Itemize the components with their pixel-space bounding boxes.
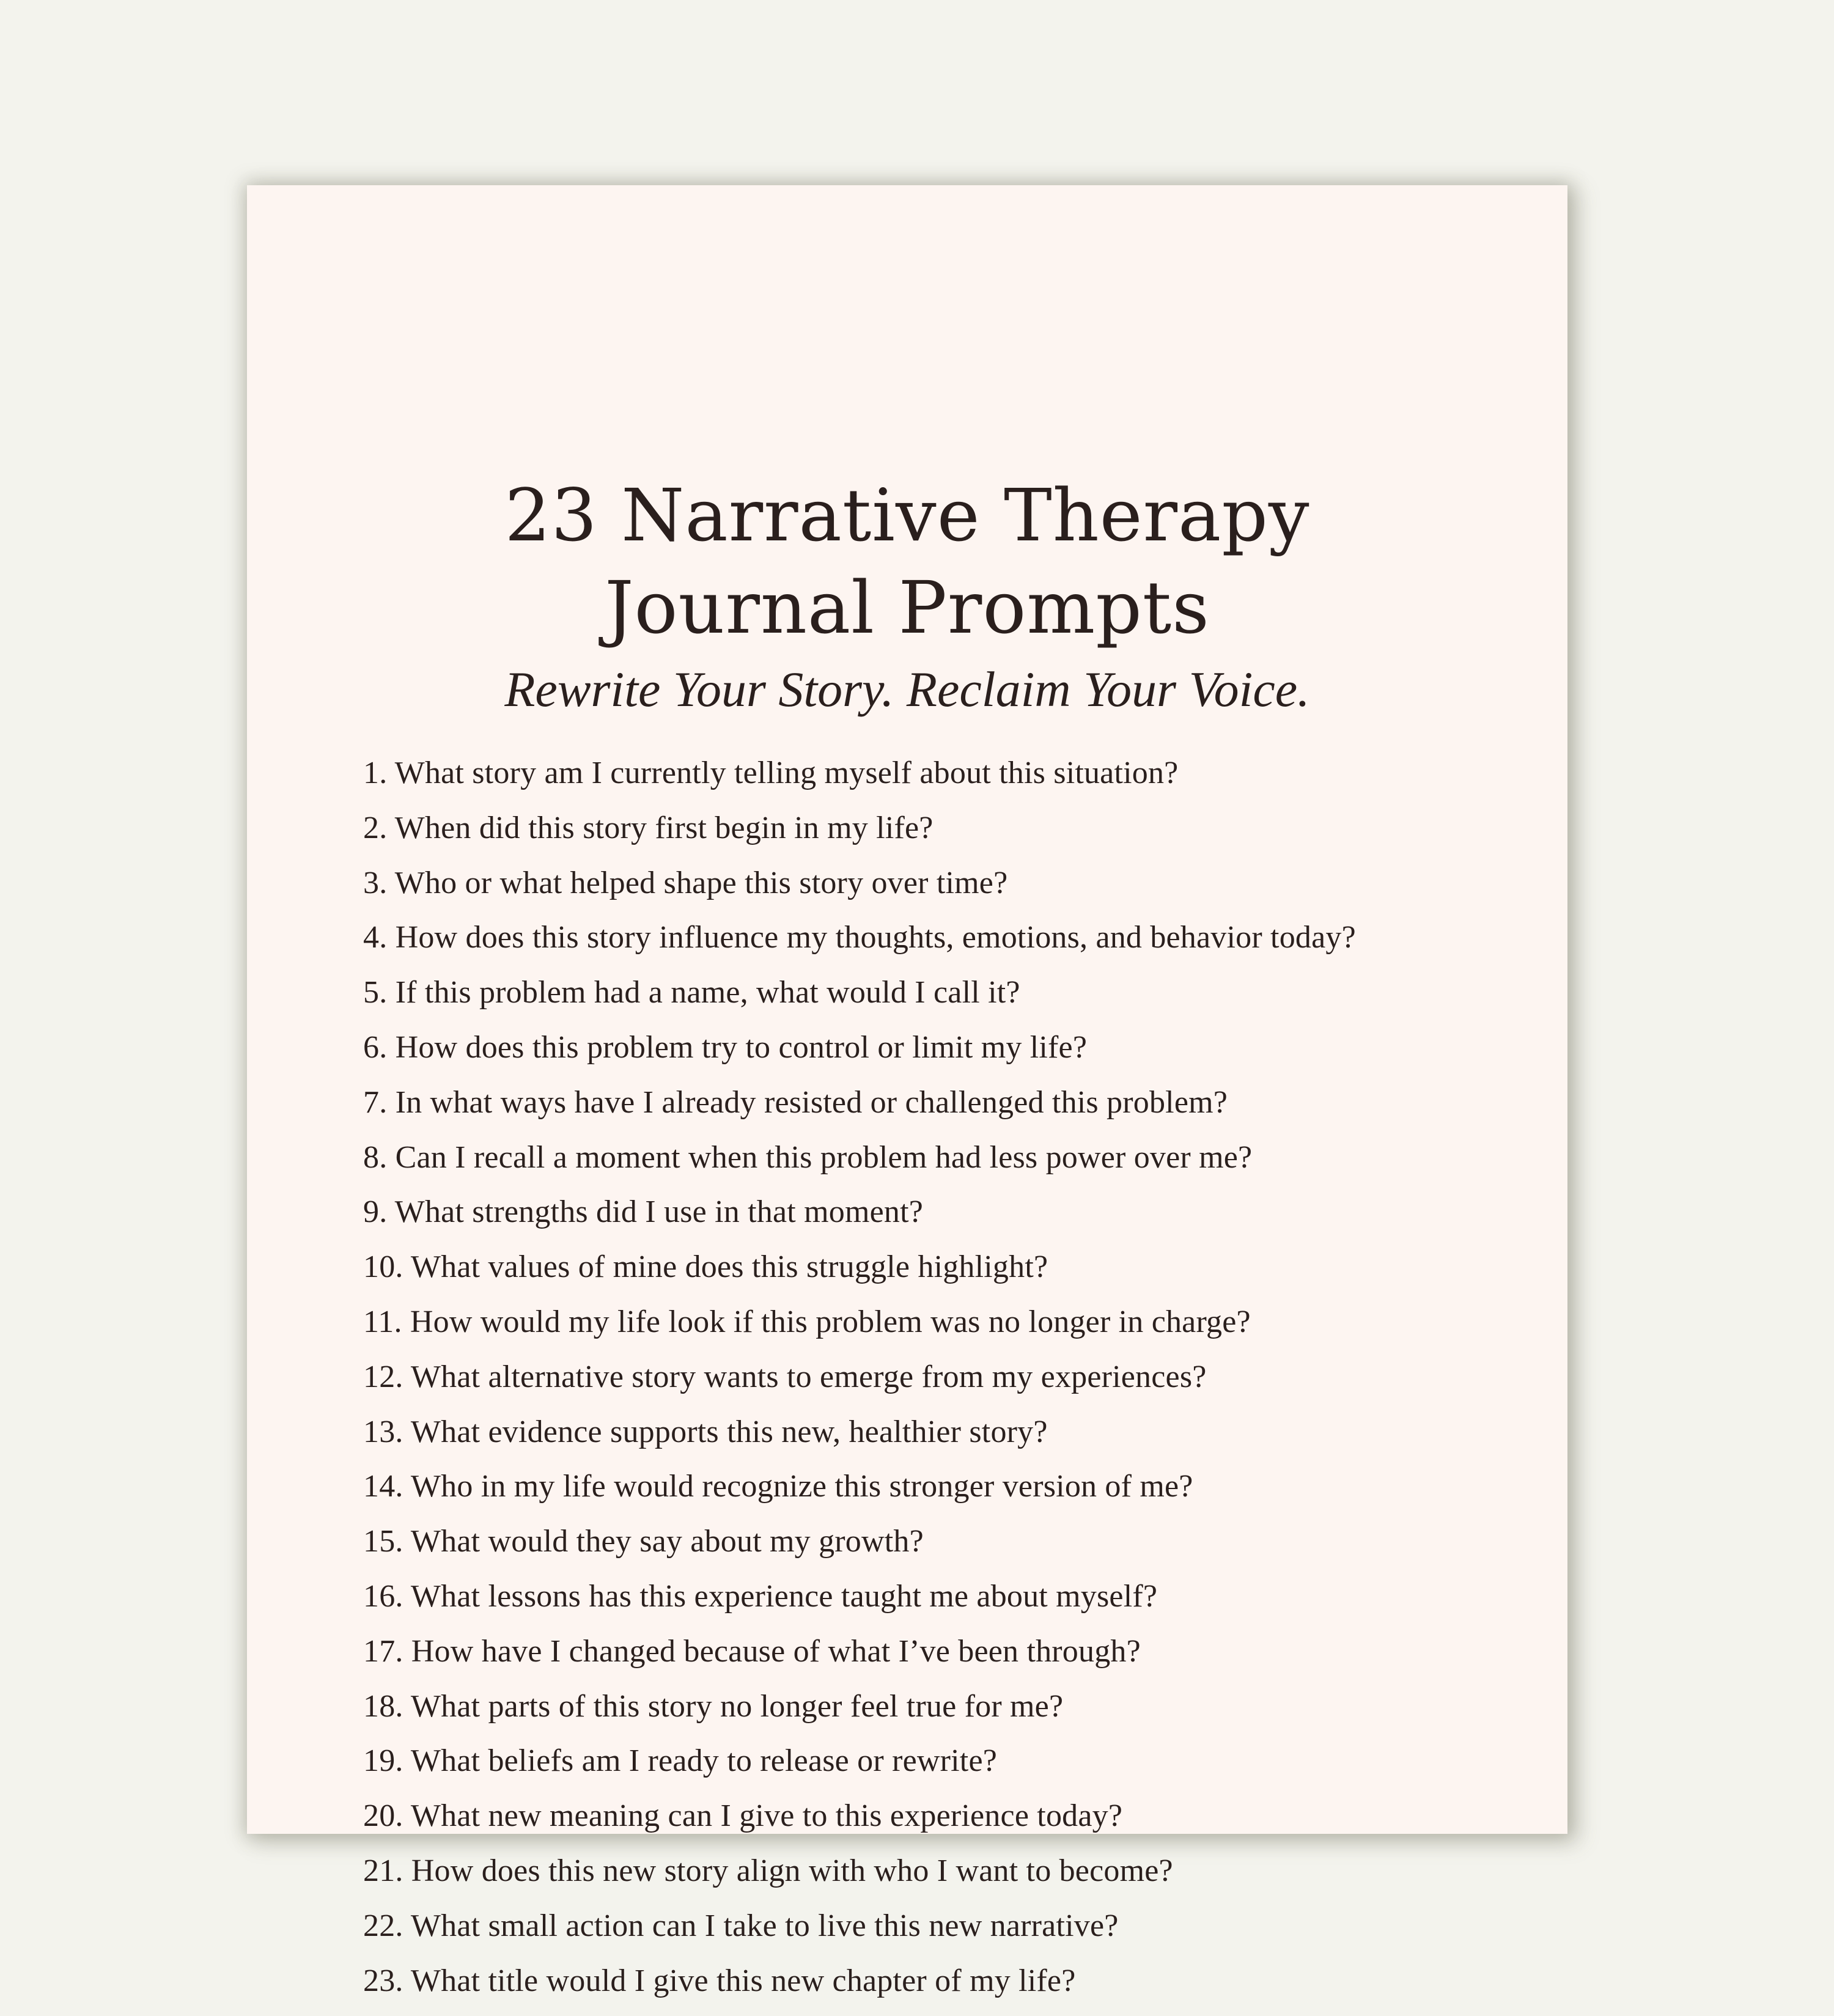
prompt-item: 18. What parts of this story no longer feel true for me? xyxy=(363,1688,1064,1724)
prompt-item: 10. What values of mine does this struggle highlight? xyxy=(363,1249,1048,1285)
prompt-item: 1. What story am I currently telling myself about this situation? xyxy=(363,756,1179,790)
prompt-item: 2. When did this story first begin in my life? xyxy=(363,810,934,845)
prompt-item: 16. What lessons has this experience taught me about myself? xyxy=(363,1578,1158,1614)
prompt-item: 15. What would they say about my growth? xyxy=(363,1524,924,1559)
prompt-item: 7. In what ways have I already resisted or challenged this problem? xyxy=(363,1084,1228,1120)
page-title-line-2: Journal Prompts xyxy=(605,565,1210,650)
prompt-item: 12. What alternative story wants to emerge from my experiences? xyxy=(363,1359,1207,1394)
prompt-item: 23. What title would I give this new chapter of my life? xyxy=(363,1963,1076,1998)
prompt-item: 20. What new meaning can I give to this experience today? xyxy=(363,1798,1123,1834)
document-sheet xyxy=(247,185,1567,1998)
prompt-item: 5. If this problem had a name, what would I call it? xyxy=(363,975,1020,1010)
prompt-item: 9. What strengths did I use in that moment? xyxy=(363,1194,924,1230)
prompt-item: 4. How does this story influence my thoughts, emotions, and behavior today? xyxy=(363,920,1356,955)
prompt-item: 3. Who or what helped shape this story over time? xyxy=(363,865,1008,900)
prompt-item: 8. Can I recall a moment when this problem had less power over me? xyxy=(363,1139,1253,1175)
prompt-item: 11. How would my life look if this problem was no longer in charge? xyxy=(363,1304,1251,1339)
prompt-item: 21. How does this new story align with who I want to become? xyxy=(363,1853,1173,1888)
prompt-item: 22. What small action can I take to live this new narrative? xyxy=(363,1908,1119,1943)
prompt-list xyxy=(363,754,1555,2016)
prompt-item: 19. What beliefs am I ready to release or rewrite? xyxy=(363,1743,997,1779)
page-title-line-1: 23 Narrative Therapy xyxy=(504,473,1310,557)
page-subtitle: Rewrite Your Story. Reclaim Your Voice. xyxy=(504,661,1310,717)
prompt-item: 17. How have I changed because of what I’ve been through? xyxy=(363,1633,1141,1669)
prompt-item: 13. What evidence supports this new, healthier story? xyxy=(363,1414,1048,1449)
prompt-item: 14. Who in my life would recognize this stronger version of me? xyxy=(363,1469,1193,1504)
prompt-item: 6. How does this problem try to control or limit my life? xyxy=(363,1029,1088,1065)
